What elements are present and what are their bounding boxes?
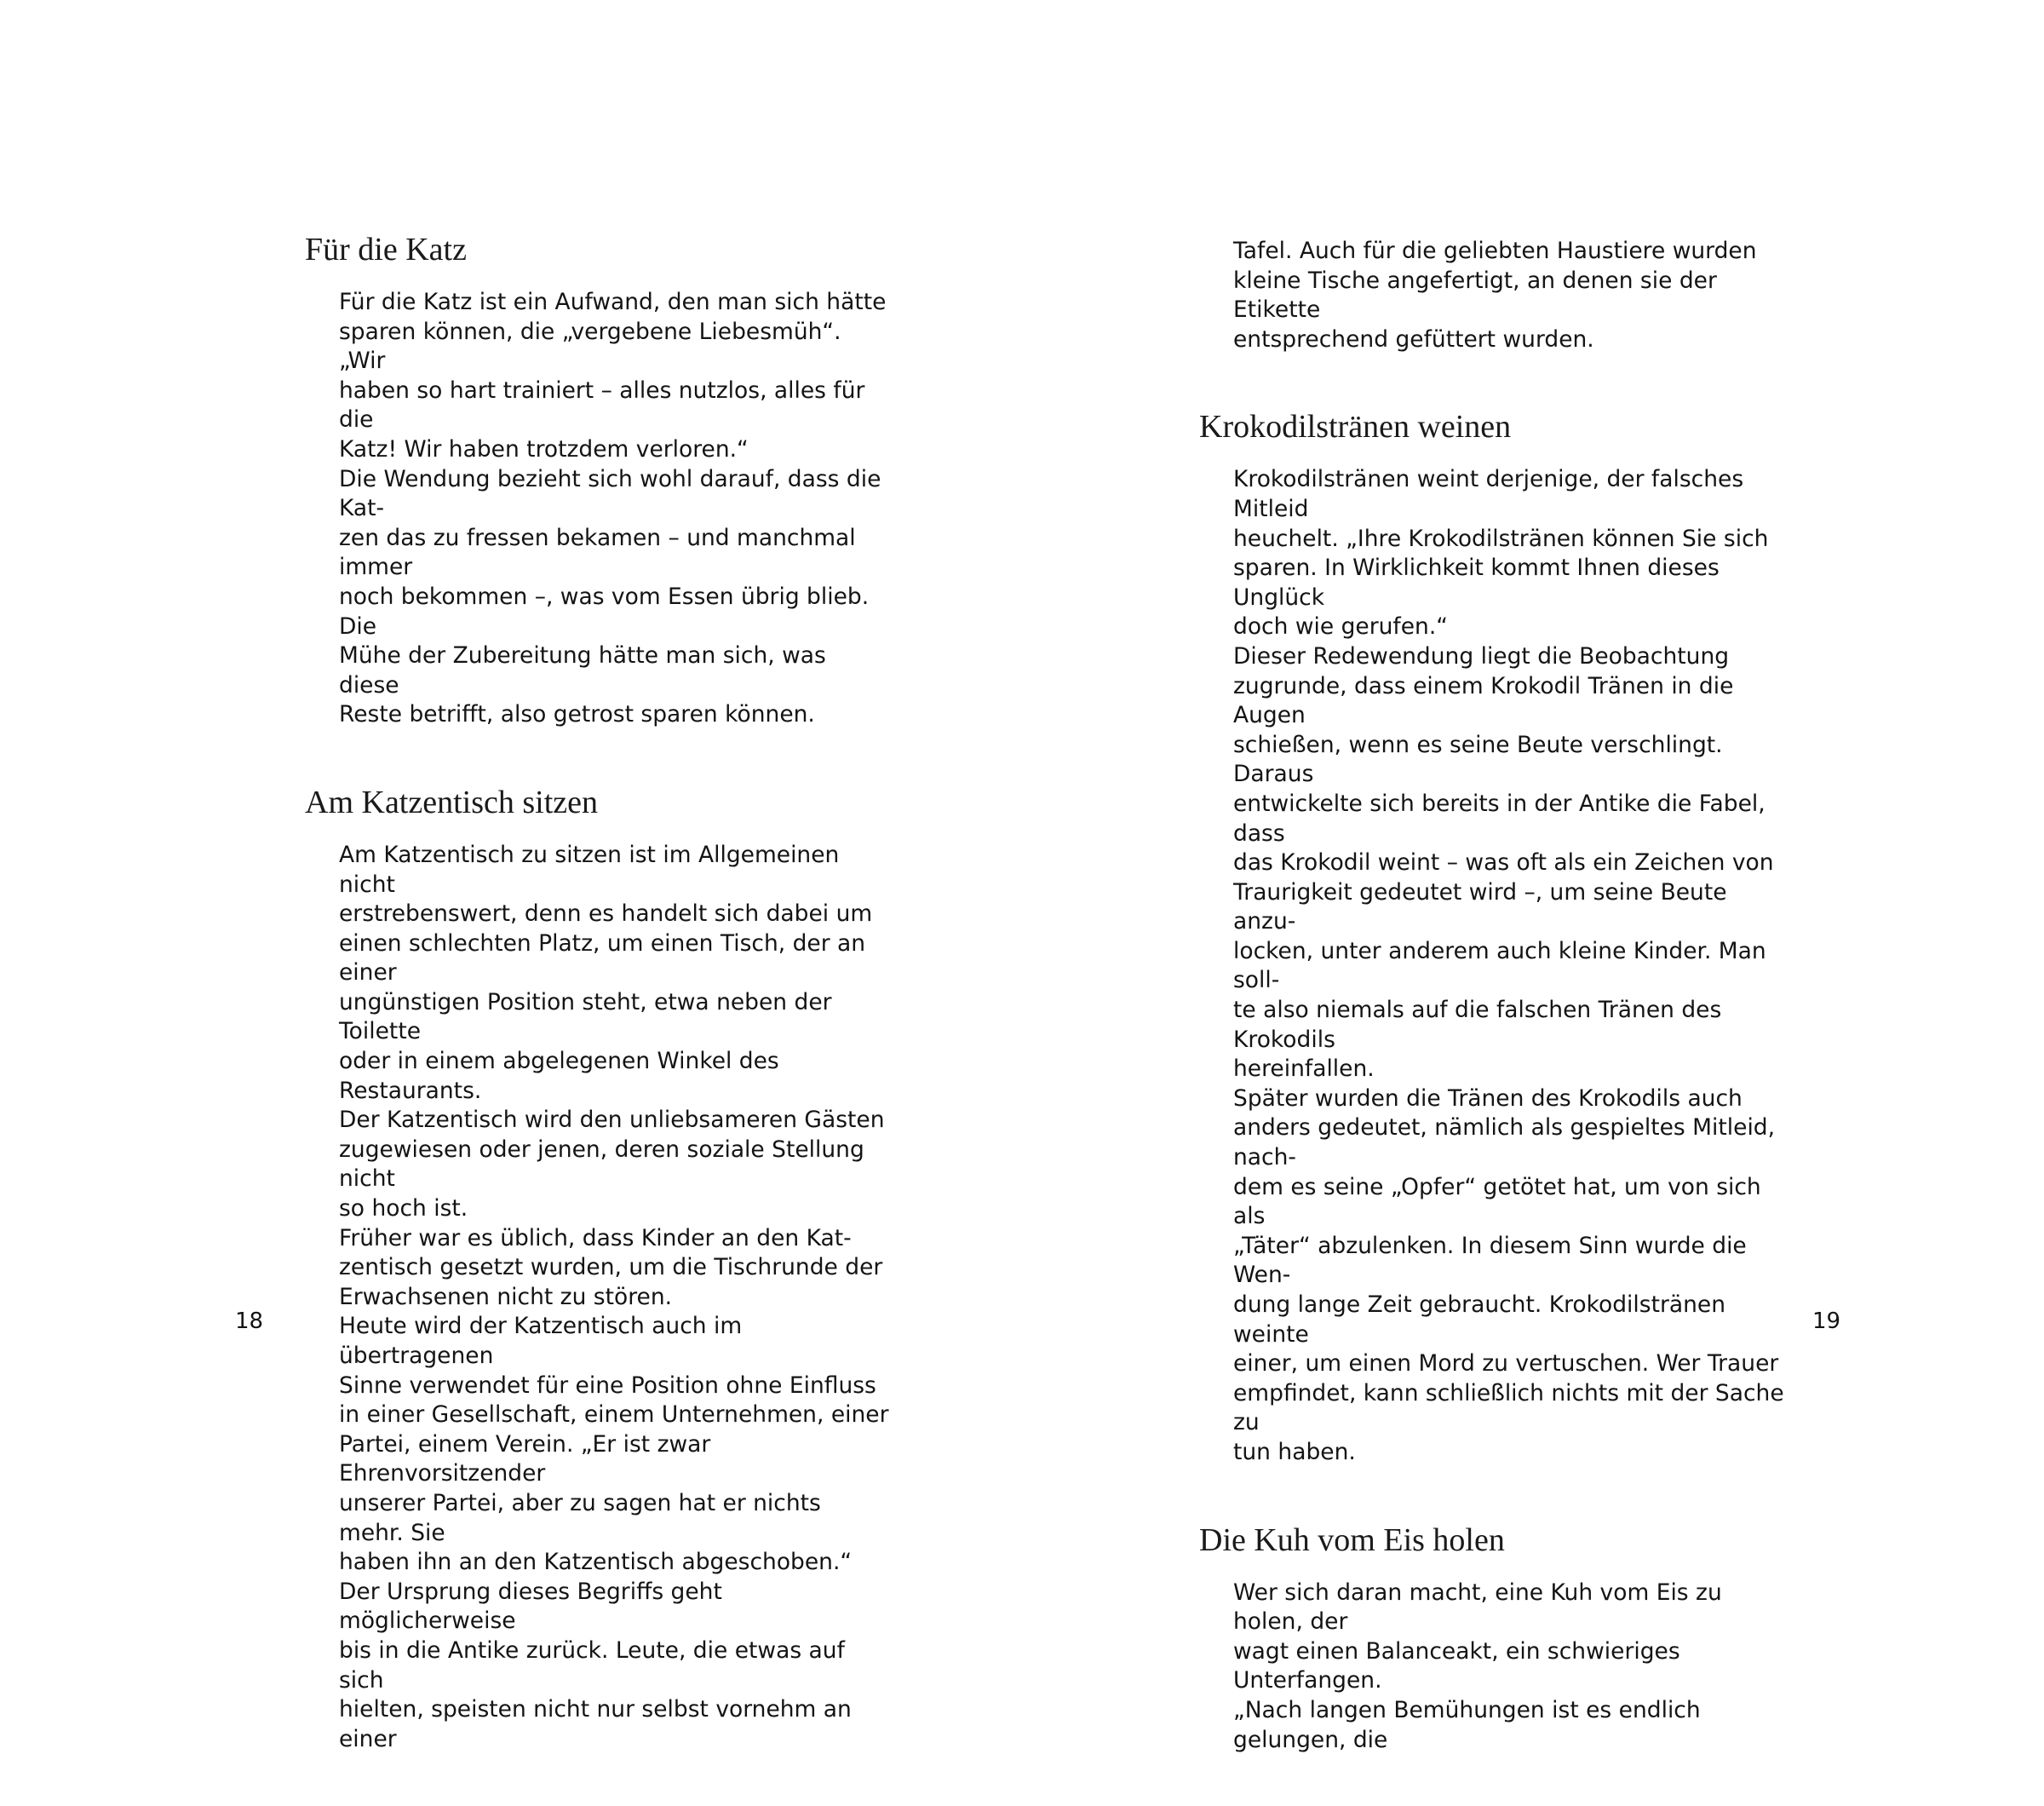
section-body <box>339 841 893 1754</box>
section-heading: Am Katzentisch sitzen <box>305 784 599 820</box>
paragraph: Am Katzentisch zu sitzen ist im Allgemeinen nicht erstrebenswert, denn es handelt sich dabei um einen schlechten Platz, um einen Tisch, der an einer ungünstigen Position steht, etwa neben der Toilette oder in einem abgelegenen Winkel des Restaurants. <box>339 841 873 1104</box>
section-krokodilstraenen-weinen <box>1199 405 1795 1467</box>
paragraph: Wer sich daran macht, eine Kuh vom Eis zu holen, der wagt einen Balanceakt, ein schwieriges Unterfangen. „Nach langen Bemühungen ist es endlich gelungen, die <box>1233 1579 1722 1753</box>
section-fuer-die-katz <box>305 228 901 730</box>
section-body <box>1233 237 1787 354</box>
paragraph: Der Ursprung dieses Begriffs geht möglicherweise bis in die Antike zurück. Leute, die etwas auf sich hielten, speisten nicht nur selbst vornehm an einer <box>339 1578 852 1752</box>
left-page-text-column <box>305 228 901 1805</box>
section-heading: Die Kuh vom Eis holen <box>1199 1521 1505 1558</box>
page-number-right: 19 <box>1812 1308 1841 1334</box>
paragraph: Dieser Redewendung liegt die Beobachtung zugrunde, dass einem Krokodil Tränen in die Augen schießen, wenn es seine Beute verschlingt. Daraus entwickelte sich bereits in der Antike die Fabel, dass das Krokodil weint – was oft als ein Zeichen von Traurigkeit gedeutet wird –, um seine Beute anzu- locken, unter anderem auch kleine Kinder. Man soll- te also niemals auf die falschen Tränen des Krokodils hereinfallen. <box>1233 642 1774 1083</box>
section-body <box>1233 1579 1787 1756</box>
left-page <box>0 0 1022 1752</box>
paragraph: Krokodilstränen weint derjenige, der falsches Mitleid heuchelt. „Ihre Krokodilstränen können Sie sich sparen. In Wirklichkeit kommt Ihnen dieses Unglück doch wie gerufen.“ <box>1233 466 1769 641</box>
paragraph: Tafel. Auch für die geliebten Haustiere wurden kleine Tische angefertigt, an denen sie der Etikette entsprechend gefüttert wurden. <box>1233 238 1757 353</box>
section-am-katzentisch-sitzen <box>305 781 901 1754</box>
paragraph: Heute wird der Katzentisch auch im übertragenen Sinne verwendet für eine Position ohne Einfluss in einer Gesellschaft, einem Unternehmen, einer Partei, einem Verein. „Er ist zwar Ehrenvorsitzender unserer Partei, aber zu sagen hat er nichts mehr. Sie haben ihn an den Katzentisch abgeschoben.“ <box>339 1313 889 1576</box>
section-heading: Für die Katz <box>305 232 467 267</box>
paragraph: Für die Katz ist ein Aufwand, den man sich hätte sparen können, die „vergebene Liebesmüh“. „Wir haben so hart trainiert – alles nutzlos, alles für die Katz! Wir haben trotzdem verloren.“ <box>339 289 887 463</box>
page-number-left: 18 <box>235 1308 264 1334</box>
section-continuation <box>1199 237 1795 354</box>
paragraph: Die Wendung bezieht sich wohl darauf, dass die Kat- zen das zu fressen bekamen – und manchmal immer noch bekommen –, was vom Essen übrig blieb. Die Mühe der Zubereitung hätte man sich, was diese Reste betrifft, also getrost sparen können. <box>339 465 881 728</box>
right-page-text-column <box>1199 228 1795 1806</box>
paragraph: Der Katzentisch wird den unliebsameren Gästen zugewiesen oder jenen, deren soziale Stellung nicht so hoch ist. <box>339 1107 885 1222</box>
section-heading: Krokodilstränen weinen <box>1199 409 1512 446</box>
paragraph: Früher war es üblich, dass Kinder an den Kat- zentisch gesetzt wurden, um die Tischrunde der Erwachsenen nicht zu stören. <box>339 1224 883 1310</box>
section-body <box>339 288 893 730</box>
right-page <box>1022 0 2044 1753</box>
paragraph: Später wurden die Tränen des Krokodils auch anders gedeutet, nämlich als gespieltes Mitleid, nach- dem es seine „Opfer“ getötet hat, um von sich als „Täter“ abzulenken. In diesem Sinn wurde die Wen- dung lange Zeit gebraucht. Krokodilstränen weinte einer, um einen Mord zu vertuschen. Wer Trauer empfindet, kann schließlich nichts mit der Sache zu tun haben. <box>1233 1084 1784 1465</box>
section-body <box>1233 465 1787 1467</box>
section-die-kuh-vom-eis-holen <box>1199 1519 1795 1756</box>
